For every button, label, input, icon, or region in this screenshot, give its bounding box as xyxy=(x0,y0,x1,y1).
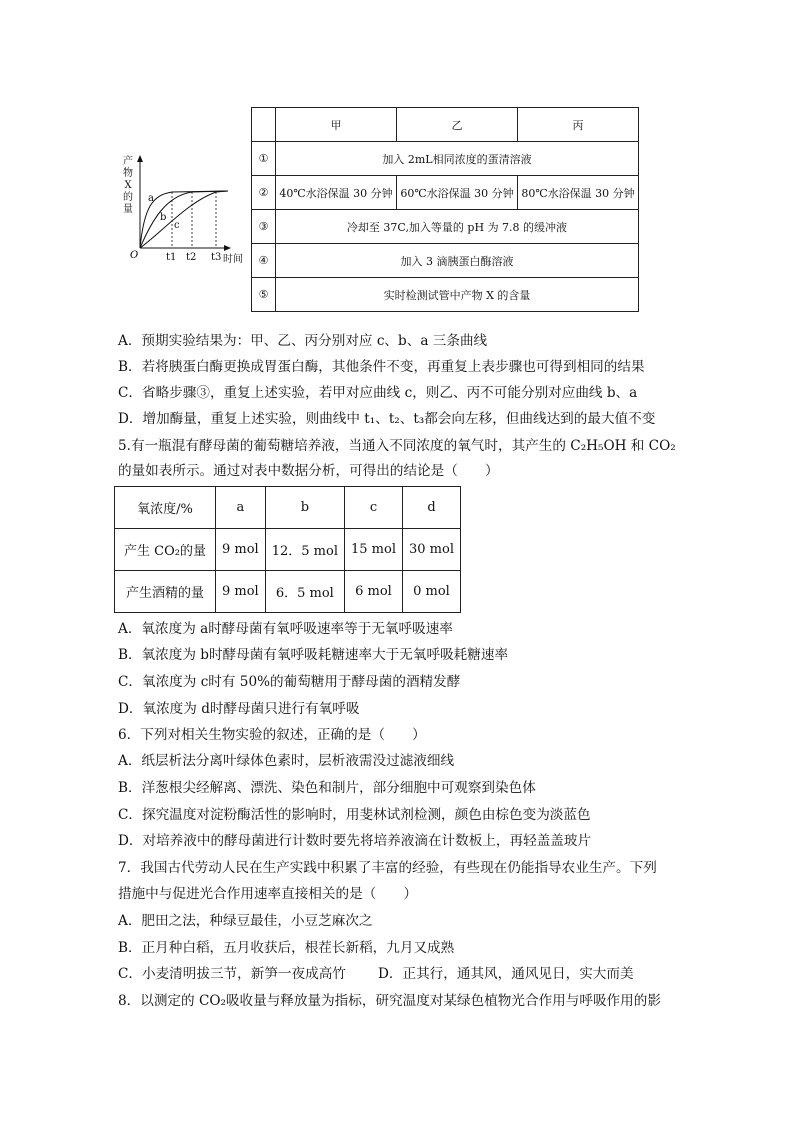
step-cell-jia: 40℃水浴保温 30 分钟 xyxy=(276,176,397,210)
ylabel-char-2: 物 xyxy=(123,168,133,179)
experiment-steps-table xyxy=(251,107,639,312)
q7-option-d: D．正其行，通其风，通风见日，实大而美 xyxy=(378,966,634,982)
table-header-row xyxy=(252,108,639,142)
cell-value: 30 mol xyxy=(402,529,460,571)
cell-value: 12．5 mol xyxy=(265,529,344,571)
q4-option-a: A．预期实验结果为：甲、乙、丙分别对应 c、b、a 三条曲线 xyxy=(118,333,488,349)
table-row xyxy=(252,176,639,210)
cell-value: 15 mol xyxy=(344,529,402,571)
q4-option-d: D．增加酶量，重复上述实验，则曲线中 t₁、t₂、t₃都会向左移，但曲线达到的最大值不变 xyxy=(118,411,656,427)
tick-t2: t2 xyxy=(186,252,197,263)
q6-option-d: D．对培养液中的酵母菌进行计数时要先将培养液滴在计数板上，再轻盖盖玻片 xyxy=(118,833,592,849)
q6-option-c: C．探究温度对淀粉酶活性的影响时，用斐林试剂检测，颜色由棕色变为淡蓝色 xyxy=(118,807,591,823)
q7-option-c: C．小麦清明拔三节，新笋一夜成高竹 xyxy=(118,966,346,982)
step-cell-yi: 60℃水浴保温 30 分钟 xyxy=(397,176,518,210)
table-row xyxy=(115,529,461,571)
step-number: ④ xyxy=(252,244,276,278)
table-row xyxy=(252,142,639,176)
x-axis-label: 时间 xyxy=(223,254,243,265)
step-text: 冷却至 37C,加入等量的 pH 为 7.8 的缓冲液 xyxy=(276,210,639,244)
tick-t1: t1 xyxy=(166,252,177,263)
ylabel-char-3: X xyxy=(124,180,132,191)
table-corner-cell xyxy=(252,108,276,142)
q5-option-c: C．氧浓度为 c时有 50%的葡萄糖用于酵母菌的酒精发酵 xyxy=(118,674,461,690)
table-row xyxy=(252,210,639,244)
row-label: 产生 CO₂的量 xyxy=(115,529,216,571)
step-text: 加入 2mL相同浓度的蛋清溶液 xyxy=(276,142,639,176)
origin-label: O xyxy=(130,250,139,261)
step-cell-bing: 80℃水浴保温 30 分钟 xyxy=(518,176,639,210)
table-header-row xyxy=(115,487,461,529)
tick-t3: t3 xyxy=(211,252,222,263)
q6-option-b: B．洋葱根尖经解离、漂洗、染色和制片，部分细胞中可观察到染色体 xyxy=(118,780,536,796)
table-row xyxy=(252,278,639,312)
q4-option-b: B．若将胰蛋白酶更换成胃蛋白酶，其他条件不变，再重复上表步骤也可得到相同的结果 xyxy=(118,359,645,375)
header-b: b xyxy=(265,487,344,529)
step-text: 加入 3 滴胰蛋白酶溶液 xyxy=(276,244,639,278)
header-yi: 乙 xyxy=(397,108,518,142)
table-row xyxy=(252,244,639,278)
q5-option-d: D．氧浓度为 d时酵母菌只进行有氧呼吸 xyxy=(118,701,360,717)
q6-stem: 6．下列对相关生物实验的叙述，正确的是（ ） xyxy=(118,727,426,743)
table-row xyxy=(115,571,461,613)
curve-a-label: a xyxy=(148,193,154,204)
ylabel-char-4: 的 xyxy=(123,192,133,203)
q4-option-c: C．省略步骤③，重复上述实验，若甲对应曲线 c，则乙、丙不可能分别对应曲线 b、a xyxy=(118,385,638,401)
product-x-time-graph xyxy=(118,150,253,270)
header-a: a xyxy=(216,487,266,529)
y-axis-arrow xyxy=(137,155,143,162)
step-number: ② xyxy=(252,176,276,210)
q7-option-a: A．肥田之法，种绿豆最佳，小豆芝麻次之 xyxy=(118,913,373,929)
cell-value: 6 mol xyxy=(344,571,402,613)
step-text: 实时检测试管中产物 X 的含量 xyxy=(276,278,639,312)
step-number: ① xyxy=(252,142,276,176)
cell-value: 9 mol xyxy=(216,571,266,613)
q7-option-b: B．正月种白稻，五月收获后，根茬长新稻，九月又成熟 xyxy=(118,940,455,956)
q8-stem-line1: 8．以测定的 CO₂吸收量与释放量为指标，研究温度对某绿色植物光合作用与呼吸作用的影 xyxy=(118,993,661,1009)
header-oxygen: 氧浓度/% xyxy=(115,487,216,529)
cell-value: 6．5 mol xyxy=(265,571,344,613)
ylabel-char-5: 量 xyxy=(123,204,133,215)
q5-stem-line1: 5.有一瓶混有酵母菌的葡萄糖培养液，当通入不同浓度的氧气时，其产生的 C₂H₅OH 和 CO₂ xyxy=(118,438,676,454)
step-number: ③ xyxy=(252,210,276,244)
step-number: ⑤ xyxy=(252,278,276,312)
header-c: c xyxy=(344,487,402,529)
q5-option-b: B．氧浓度为 b时酵母菌有氧呼吸耗糖速率大于无氧呼吸耗糖速率 xyxy=(118,647,509,663)
header-d: d xyxy=(402,487,460,529)
curve-c-label: c xyxy=(174,220,180,231)
header-jia: 甲 xyxy=(276,108,397,142)
x-axis-arrow xyxy=(224,245,231,251)
ylabel-char-1: 产 xyxy=(123,156,133,167)
cell-value: 9 mol xyxy=(216,529,266,571)
q7-stem-line1: 7．我国古代劳动人民在生产实践中积累了丰富的经验，有些现在仍能指导农业生产。下列 xyxy=(118,860,657,876)
curve-b-label: b xyxy=(160,212,167,223)
header-bing: 丙 xyxy=(518,108,639,142)
q6-option-a: A．纸层析法分离叶绿体色素时，层析液需没过滤液细线 xyxy=(118,753,455,769)
cell-value: 0 mol xyxy=(402,571,460,613)
q5-stem-line2: 的量如表所示。通过对表中数据分析，可得出的结论是（ ） xyxy=(118,463,499,479)
row-label: 产生酒精的量 xyxy=(115,571,216,613)
oxygen-data-table xyxy=(114,486,461,613)
q7-stem-line2: 措施中与促进光合作用速率直接相关的是（ ） xyxy=(118,886,418,902)
q5-option-a: A．氧浓度为 a时酵母菌有氧呼吸速率等于无氧呼吸速率 xyxy=(118,621,453,637)
y-axis-label xyxy=(123,154,133,215)
